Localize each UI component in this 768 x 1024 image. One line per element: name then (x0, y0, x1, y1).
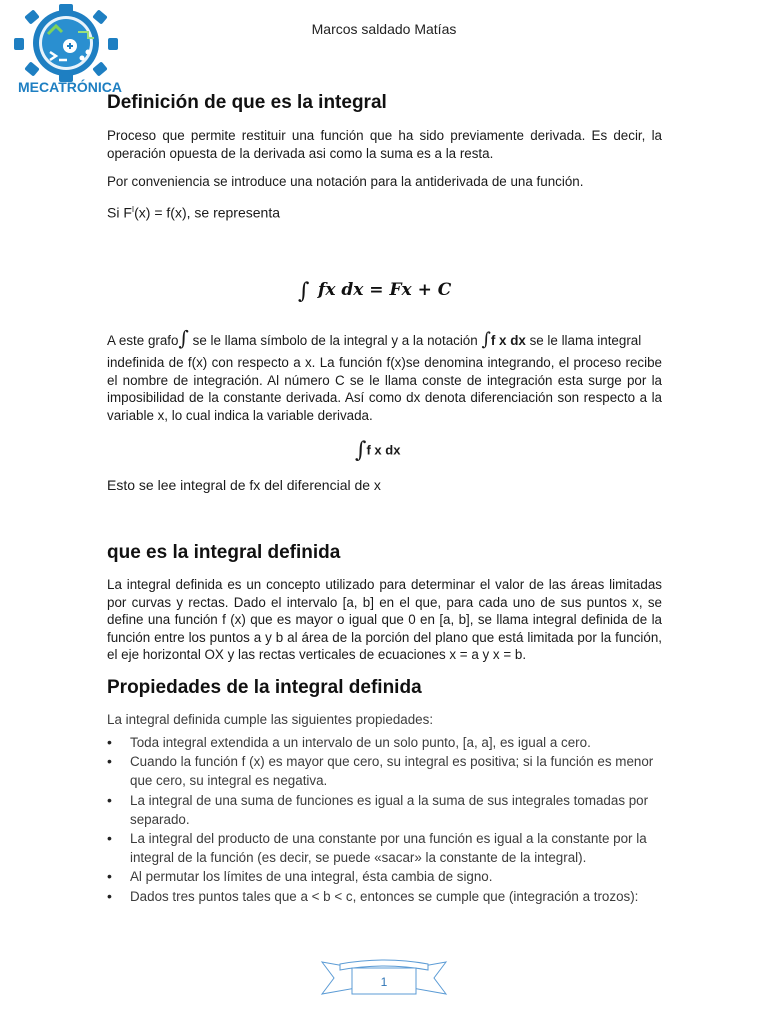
list-item: • Al permutar los límites de una integral, ésta cambia de signo. (107, 867, 667, 886)
section-title-definite: que es la integral definida (107, 542, 341, 563)
paragraph-integral-symbol: A este grafo∫ se le llama símbolo de la integral y a la notación ∫f x dx se le llama integral (107, 326, 642, 350)
integral-notation: ∫f x dx (355, 438, 401, 463)
author-name: Marcos saldado Matías (311, 21, 457, 37)
paragraph-definite: La integral definida es un concepto utilizado para determinar el valor de las áreas limitadas por curvas y rectas. Dado el intervalo [a, b] en el que, para cada uno de sus puntos x, se define una función f (x) que es mayor o igual que 0 en [a, b], se llama integral definida de la función entre los puntos a y b al área de la porción del plano que está limitada por la función, el eje horizontal OX y las rectas verticales de ecuaciones x = a y x = b. (107, 577, 662, 663)
antiderivative-formula (290, 268, 480, 308)
properties-list (107, 733, 667, 906)
paragraph-indefinite: indefinida de f(x) con respecto a x. La función f(x)se denomina integrando, el proceso recibe el nombre de integración. Al número C se le llama conste de integración esta surge por la imposibilidad de la constante derivada. Así como dx denota diferenciación son respecto a la variable x, lo cual indica la variable derivada. (107, 355, 662, 423)
svg-text:∫: ∫ (298, 279, 310, 304)
mecatronica-logo (4, 4, 136, 96)
properties-intro: La integral definida cumple las siguientes propiedades: (107, 712, 434, 727)
page-number: 1 (380, 975, 388, 989)
list-item: • La integral del producto de una constante por una función es igual a la constante por la integral de la función (es decir, se puede «sacar» la constante de la integral). (107, 829, 667, 867)
paragraph-si: Si $F^I(x) = f(x)$, se representa (107, 204, 281, 221)
list-item: • Cuando la función f (x) es mayor que cero, su integral es positiva; si la función es menor que cero, su integral es negativa. (107, 752, 667, 790)
section-title-definition: Definición de que es la integral (107, 92, 387, 113)
integral-symbol-icon: ∫ (178, 326, 189, 350)
list-item: • La integral de una suma de funciones es igual a la suma de sus integrales tomadas por separado. (107, 791, 667, 829)
list-item: • Dados tres puntos tales que a < b < c, entonces se cumple que (integración a trozos): (107, 887, 667, 906)
section-title-properties: Propiedades de la integral definida (107, 677, 422, 698)
svg-text:fx dx = Fx + C: fx dx = Fx + C (318, 280, 452, 300)
page-number-ribbon (320, 958, 448, 998)
list-item: • Toda integral extendida a un intervalo de un solo punto, [a, a], es igual a cero. (107, 733, 667, 752)
logo-text: MECATRÓNICA (18, 79, 122, 95)
paragraph-reading: Esto se lee integral de fx del diferencial de x (107, 477, 381, 493)
paragraph-notation: Por conveniencia se introduce una notación para la antiderivada de una función. (107, 174, 584, 189)
paragraph-definition: Proceso que permite restituir una función que ha sido previamente derivada. Es decir, la operación opuesta de la derivada asi como la suma es a la resta. (107, 128, 662, 161)
